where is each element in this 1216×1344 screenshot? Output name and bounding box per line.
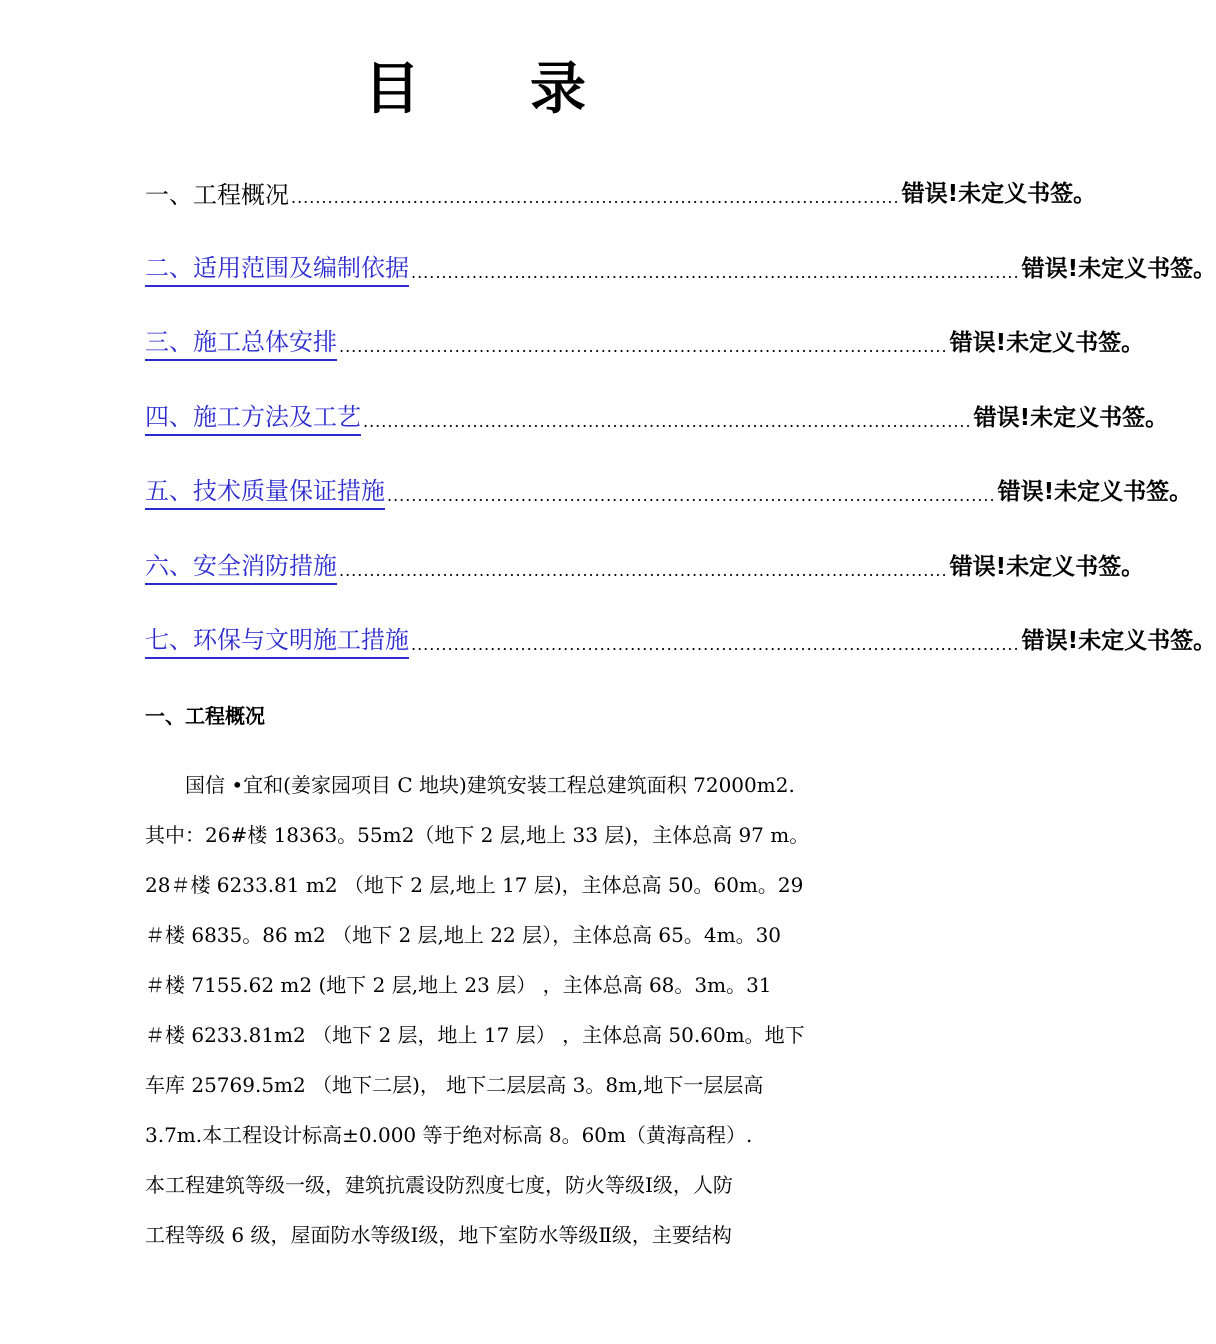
body-line: 28＃楼 6233.81 m2 （地下 2 层,地上 17 层)，主体总高 50。60m。29	[145, 873, 804, 897]
toc-entry-link[interactable]: 七、环保与文明施工措施	[145, 625, 409, 659]
body-line: 其中：26#楼 18363。55m2（地下 2 层,地上 33 层)，主体总高 97 m。	[145, 823, 810, 847]
toc-leader-dots: ....................................................................................................	[291, 188, 900, 207]
toc-leader-dots: ....................................................................................................	[387, 486, 996, 505]
toc-entry-page-ref: 错误!未定义书签。	[973, 404, 1169, 431]
body-line: ＃楼 6233.81m2 （地下 2 层，地上 17 层） ，主体总高 50.60m。地下	[145, 1023, 805, 1047]
toc-entry-page-ref: 错误!未定义书签。	[949, 330, 1145, 356]
body-line: 3.7m.本工程设计标高±0.000 等于绝对标高 8。60m（黄海高程）.	[145, 1123, 753, 1147]
body-line: 国信 •宜和(姜家园项目 C 地块)建筑安装工程总建筑面积 72000m2.	[145, 773, 795, 797]
toc-entry-page-ref: 错误!未定义书签。	[997, 479, 1193, 505]
table-of-contents	[145, 168, 1216, 659]
toc-entry-page-ref: 错误!未定义书签。	[1021, 628, 1216, 654]
toc-leader-dots: ....................................................................................................	[363, 411, 972, 431]
section-heading: 一、工程概况	[145, 704, 265, 728]
toc-entry-page-ref: 错误!未定义书签。	[901, 181, 1097, 207]
toc-entry-5[interactable]	[145, 436, 1193, 511]
toc-title-char-1: 目	[364, 57, 420, 122]
toc-leader-dots: ....................................................................................................	[339, 560, 948, 580]
toc-entry-page-ref: 错误!未定义书签。	[949, 553, 1145, 580]
body-line: 车库 25769.5m2 （地下二层)， 地下二层层高 3。8m,地下一层层高	[145, 1073, 764, 1097]
toc-entry-6[interactable]	[145, 510, 1145, 585]
toc-entry-link[interactable]: 六、安全消防措施	[145, 551, 337, 585]
body-line: ＃楼 7155.62 m2 (地下 2 层,地上 23 层） ，主体总高 68。3m。31	[145, 973, 772, 997]
toc-entry-7[interactable]	[145, 585, 1216, 660]
toc-title-char-2: 录	[530, 57, 586, 122]
toc-leader-dots: ....................................................................................................	[411, 635, 1020, 654]
toc-leader-dots: ....................................................................................................	[411, 262, 1020, 282]
body-line: ＃楼 6835。86 m2 （地下 2 层,地上 22 层），主体总高 65。4m。30	[145, 923, 782, 947]
toc-leader-dots: ....................................................................................................	[339, 337, 948, 356]
toc-entry-link[interactable]: 五、技术质量保证措施	[145, 476, 385, 510]
toc-title	[0, 58, 950, 122]
toc-entry-2[interactable]	[145, 212, 1216, 287]
toc-entry-1[interactable]	[145, 168, 1097, 212]
toc-entry-link[interactable]: 二、适用范围及编制依据	[145, 253, 409, 287]
toc-entry-3[interactable]	[145, 287, 1145, 362]
toc-entry-4[interactable]	[145, 361, 1169, 436]
section-body-text	[145, 760, 817, 1260]
body-line: 工程等级 6 级，屋面防水等级Ⅰ级，地下室防水等级Ⅱ级，主要结构	[145, 1223, 732, 1247]
toc-entry-page-ref: 错误!未定义书签。	[1021, 255, 1216, 282]
toc-entry-link[interactable]: 三、施工总体安排	[145, 327, 337, 361]
toc-entry-link[interactable]: 四、施工方法及工艺	[145, 402, 361, 436]
body-line: 本工程建筑等级一级，建筑抗震设防烈度七度，防火等级Ⅰ级，人防	[145, 1173, 733, 1197]
toc-entry-label: 一、工程概况	[145, 181, 289, 209]
